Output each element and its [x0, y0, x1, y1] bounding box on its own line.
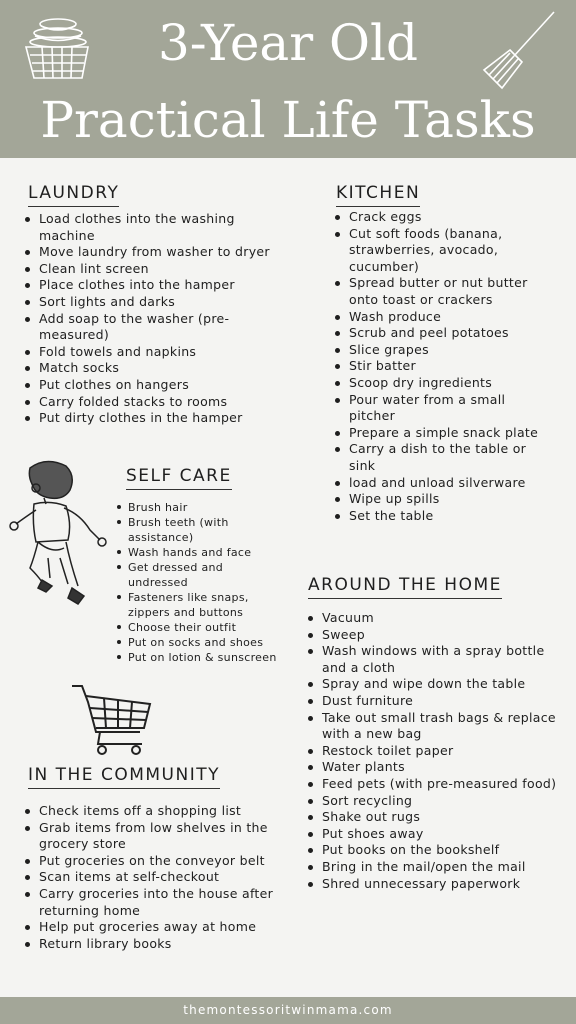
list-item: Put on lotion & sunscreen — [116, 650, 284, 665]
page-title-line-2: Practical Life Tasks — [40, 91, 536, 149]
header-banner — [0, 0, 576, 158]
list-item: Cut soft foods (banana, strawberries, avocado, cucumber) — [334, 226, 554, 276]
list-item: Spread butter or nut butter onto toast or crackers — [334, 275, 554, 308]
list-item: Take out small trash bags & replace with a new bag — [307, 710, 557, 743]
list-item: Vacuum — [307, 610, 557, 627]
list-item: Fasteners like snaps, zippers and buttons — [116, 590, 284, 620]
list-item: Place clothes into the hamper — [24, 277, 274, 294]
list-item: Slice grapes — [334, 342, 554, 359]
list-item: Fold towels and napkins — [24, 344, 274, 361]
list-item: Sort lights and darks — [24, 294, 274, 311]
self-care-list — [116, 500, 284, 665]
list-item: Pour water from a small pitcher — [334, 392, 554, 425]
list-item: Brush teeth (with assistance) — [116, 515, 284, 545]
page-title-line-1: 3-Year Old — [157, 14, 419, 72]
list-item: Prepare a simple snack plate — [334, 425, 554, 442]
list-item: Stir batter — [334, 358, 554, 375]
list-item: Choose their outfit — [116, 620, 284, 635]
list-item: Put dirty clothes in the hamper — [24, 410, 274, 427]
list-item: Carry a dish to the table or sink — [334, 441, 554, 474]
laundry-list — [24, 211, 274, 427]
around-home-heading: AROUND THE HOME — [308, 575, 502, 599]
list-item: Put books on the bookshelf — [307, 842, 557, 859]
list-item: Load clothes into the washing machine — [24, 211, 274, 244]
community-list — [24, 803, 300, 952]
broom-icon — [480, 8, 560, 94]
list-item: Clean lint screen — [24, 261, 274, 278]
list-item: Wash produce — [334, 309, 554, 326]
list-item: Get dressed and undressed — [116, 560, 284, 590]
list-item: Carry groceries into the house after returning home — [24, 886, 300, 919]
list-item: Spray and wipe down the table — [307, 676, 557, 693]
list-item: Set the table — [334, 508, 554, 525]
list-item: Wipe up spills — [334, 491, 554, 508]
list-item: Put groceries on the conveyor belt — [24, 853, 300, 870]
list-item: Dust furniture — [307, 693, 557, 710]
list-item: Feed pets (with pre-measured food) — [307, 776, 557, 793]
list-item: Sort recycling — [307, 793, 557, 810]
laundry-heading: LAUNDRY — [28, 183, 119, 207]
list-item: Restock toilet paper — [307, 743, 557, 760]
list-item: Check items off a shopping list — [24, 803, 300, 820]
list-item: Wash windows with a spray bottle and a cloth — [307, 643, 557, 676]
list-item: Sweep — [307, 627, 557, 644]
list-item: Put clothes on hangers — [24, 377, 274, 394]
around-home-list — [307, 610, 557, 892]
list-item: Scoop dry ingredients — [334, 375, 554, 392]
list-item: Grab items from low shelves in the grocery store — [24, 820, 300, 853]
list-item: Put shoes away — [307, 826, 557, 843]
list-item: Add soap to the washer (pre-measured) — [24, 311, 274, 344]
list-item: Put on socks and shoes — [116, 635, 284, 650]
self-care-heading: SELF CARE — [126, 466, 232, 490]
list-item: Return library books — [24, 936, 300, 953]
list-item: Bring in the mail/open the mail — [307, 859, 557, 876]
list-item: Shred unnecessary paperwork — [307, 876, 557, 893]
list-item: Move laundry from washer to dryer — [24, 244, 274, 261]
list-item: Match socks — [24, 360, 274, 377]
list-item: Carry folded stacks to rooms — [24, 394, 274, 411]
list-item: Brush hair — [116, 500, 284, 515]
list-item: load and unload silverware — [334, 475, 554, 492]
kitchen-list — [334, 209, 554, 524]
list-item: Help put groceries away at home — [24, 919, 300, 936]
list-item: Wash hands and face — [116, 545, 284, 560]
list-item: Scan items at self-checkout — [24, 869, 300, 886]
toddler-illustration — [8, 458, 110, 606]
community-heading: IN THE COMMUNITY — [28, 765, 220, 789]
footer-website: themontessoritwinmama.com — [0, 997, 576, 1024]
list-item: Crack eggs — [334, 209, 554, 226]
list-item: Water plants — [307, 759, 557, 776]
shopping-cart-icon — [70, 682, 152, 756]
list-item: Shake out rugs — [307, 809, 557, 826]
list-item: Scrub and peel potatoes — [334, 325, 554, 342]
kitchen-heading: KITCHEN — [336, 183, 420, 207]
